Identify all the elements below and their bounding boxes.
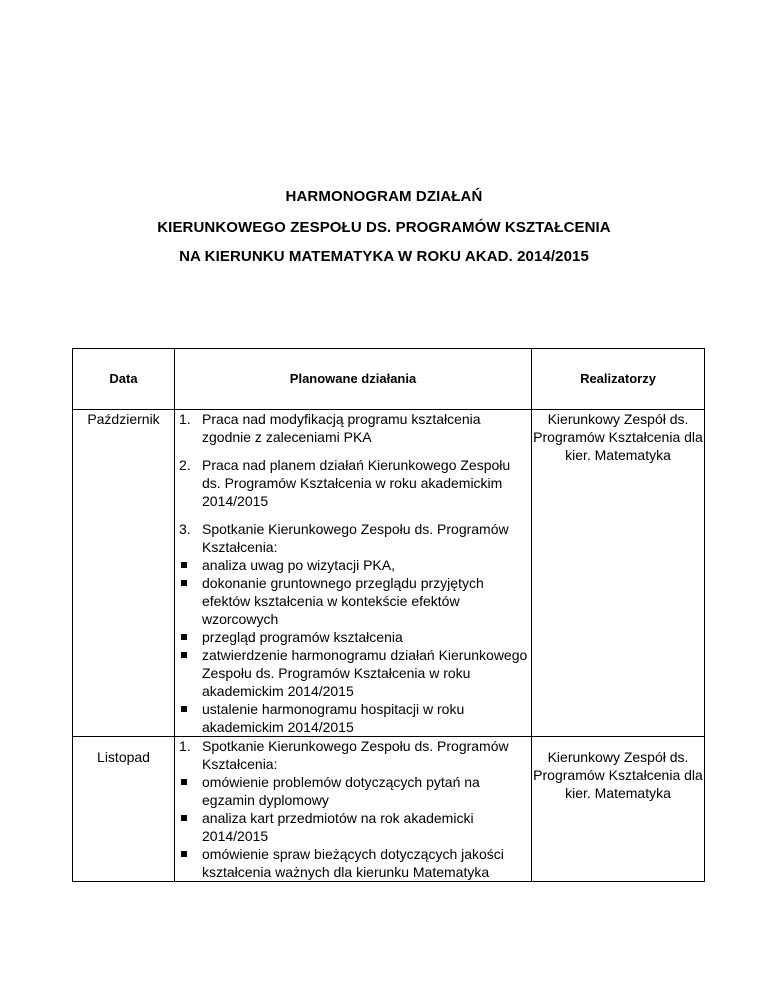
bullet-marker bbox=[181, 634, 187, 640]
bullet-item: analiza kart przedmiotów na rok akademicki 2014/2015 bbox=[175, 809, 531, 845]
item-text: Spotkanie Kierunkowego Zespołu ds. Programów Kształcenia: bbox=[202, 738, 509, 772]
row-realizers: Kierunkowy Zespół ds. Programów Kształcenia dla kier. Matematyka bbox=[532, 410, 705, 737]
title-line-1: HARMONOGRAM DZIAŁAŃ bbox=[285, 188, 483, 205]
item-number: 2. bbox=[179, 457, 191, 473]
bullet-item: omówienie spraw bieżących dotyczących jakości kształcenia ważnych dla kierunku Matematyka bbox=[175, 845, 531, 881]
table-row bbox=[73, 737, 705, 882]
header-date: Data bbox=[73, 349, 175, 410]
row-date: Listopad bbox=[73, 737, 175, 882]
row-date: Październik bbox=[73, 410, 175, 737]
list-item bbox=[175, 520, 531, 736]
table-row bbox=[73, 410, 705, 737]
bullet-marker bbox=[181, 652, 187, 658]
list-item bbox=[175, 737, 531, 881]
item-number: 3. bbox=[179, 521, 191, 537]
list-item bbox=[175, 410, 531, 446]
header-actions: Planowane działania bbox=[175, 349, 532, 410]
list-item bbox=[175, 456, 531, 510]
header-realizers: Realizatorzy bbox=[532, 349, 705, 410]
bullet-item: analiza uwag po wizytacji PKA, bbox=[175, 556, 531, 574]
bullet-list bbox=[175, 556, 531, 736]
bullet-list bbox=[175, 773, 531, 881]
bullet-marker bbox=[181, 706, 187, 712]
bullet-item: zatwierdzenie harmonogramu działań Kierunkowego Zespołu ds. Programów Kształcenia w roku akademickim 2014/2015 bbox=[175, 646, 531, 700]
bullet-item: ustalenie harmonogramu hospitacji w roku akademickim 2014/2015 bbox=[175, 700, 531, 736]
bullet-marker bbox=[181, 851, 187, 857]
bullet-item: omówienie problemów dotyczących pytań na egzamin dyplomowy bbox=[175, 773, 531, 809]
item-number: 1. bbox=[179, 411, 191, 427]
bullet-marker bbox=[181, 580, 187, 586]
row-actions bbox=[175, 737, 532, 882]
item-text: Praca nad modyfikacją programu kształcenia zgodnie z zaleceniami PKA bbox=[202, 411, 481, 445]
table-header-row bbox=[73, 349, 705, 410]
title-line-3: NA KIERUNKU MATEMATYKA W ROKU AKAD. 2014/2015 bbox=[179, 248, 589, 265]
bullet-marker bbox=[181, 779, 187, 785]
bullet-marker bbox=[181, 562, 187, 568]
item-number: 1. bbox=[179, 738, 191, 754]
bullet-item: dokonanie gruntownego przeglądu przyjętych efektów kształcenia w kontekście efektów wzorcowych bbox=[175, 574, 531, 628]
item-text: Spotkanie Kierunkowego Zespołu ds. Programów Kształcenia: bbox=[202, 521, 509, 555]
row-realizers: Kierunkowy Zespół ds. Programów Kształcenia dla kier. Matematyka bbox=[532, 737, 705, 882]
bullet-item: przegląd programów kształcenia bbox=[175, 628, 531, 646]
schedule-table bbox=[72, 348, 705, 882]
row-actions bbox=[175, 410, 532, 737]
title-line-2: KIERUNKOWEGO ZESPOŁU DS. PROGRAMÓW KSZTAŁCENIA bbox=[157, 219, 611, 236]
bullet-marker bbox=[181, 815, 187, 821]
item-text: Praca nad planem działań Kierunkowego Zespołu ds. Programów Kształcenia w roku akademickim 2014/2015 bbox=[202, 457, 511, 509]
